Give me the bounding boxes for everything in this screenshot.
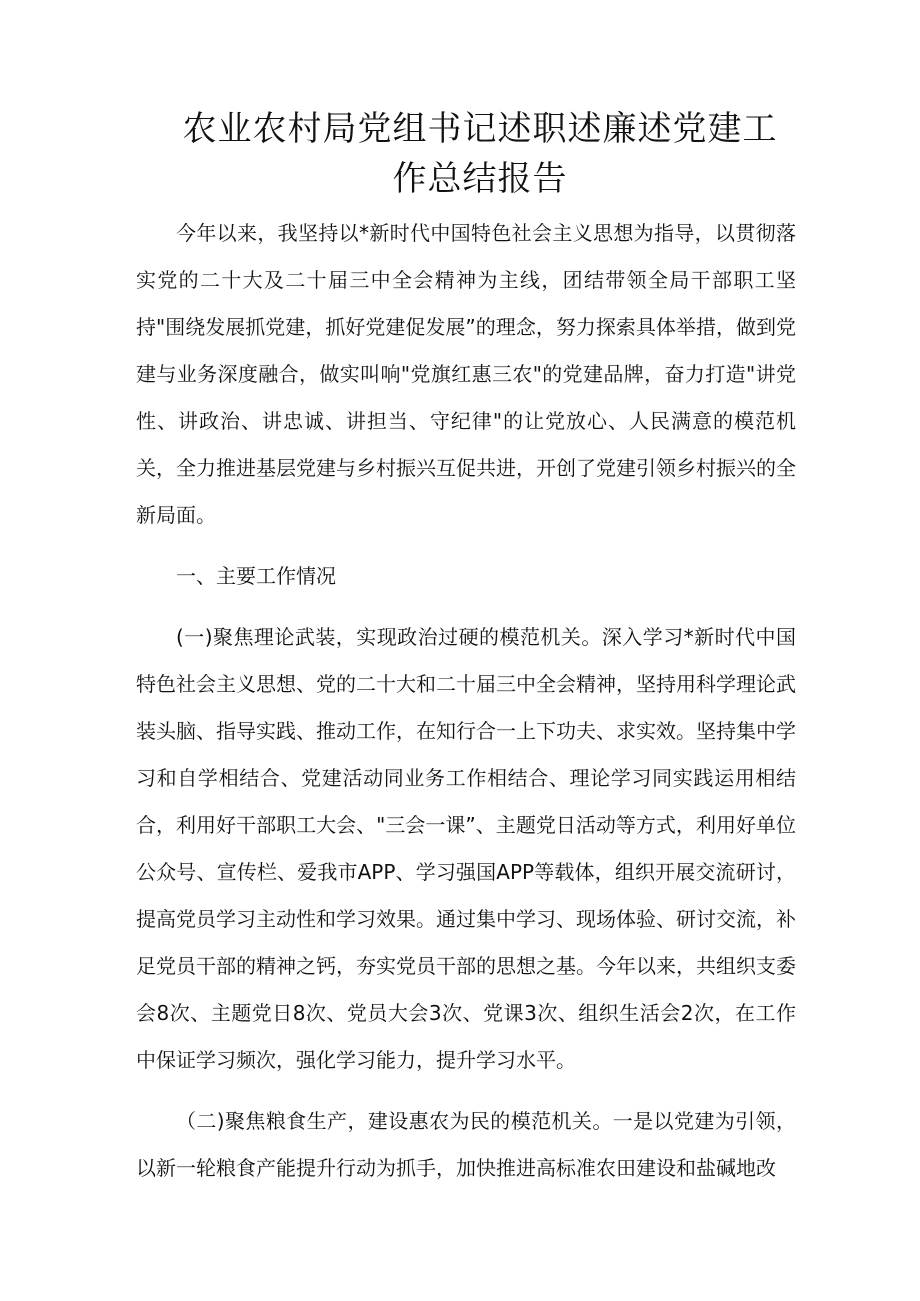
intro-paragraph: 今年以来，我坚持以*新时代中国特色社会主义思想为指导，以贯彻落实党的二十大及二十届三中全会精神为主线，团结带领全局干部职工坚持"围绕发展抓党建，抓好党建促发展”的理念，努力探索具体举措，做到党建与业务深度融合，做实叫响"党旗红惠三农"的党建品牌，奋力打造"讲党性、讲政治、讲忠诚、讲担当、守纪律"的让党放心、人民满意的模范机关，全力推进基层党建与乡村振兴互促共进，开创了党建引领乡村振兴的全新局面。: [136, 221, 796, 527]
document-body: [136, 210, 796, 1192]
document-title: [150, 104, 810, 204]
section-heading-main-work: 一、主要工作情况: [176, 564, 336, 588]
document-title-line-1: 农业农村局党组书记述职述廉述党建工: [182, 109, 778, 149]
paragraph-theory-armament: (一)聚焦理论武装，实现政治过硬的模范机关。深入学习*新时代中国特色社会主义思想、党的二十大和二十届三中全会精神，坚持用科学理论武装头脑、指导实践、推动工作，在知行合一上下功夫、求实效。坚持集中学习和自学相结合、党建活动同业务工作相结合、理论学习同实践运用相结合，利用好干部职工大会、"三会一课”、主题党日活动等方式，利用好单位公众号、宣传栏、爱我市APP、学习强国APP等载体，组织开展交流研讨，提高党员学习主动性和学习效果。通过集中学习、现场体验、研讨交流，补足党员干部的精神之钙，夯实党员干部的思想之基。今年以来，共组织支委会8次、主题党日8次、党员大会3次、党课3次、组织生活会2次，在工作中保证学习频次，强化学习能力，提升学习水平。: [136, 625, 796, 1072]
document-title-line-2: 作总结报告: [392, 159, 568, 199]
paragraph-grain-production: （二)聚焦粮食生产，建设惠农为民的模范机关。一是以党建为引领，以新一轮粮食产能提升行动为抓手，加快推进高标准农田建设和盐碱地改: [136, 1109, 796, 1180]
